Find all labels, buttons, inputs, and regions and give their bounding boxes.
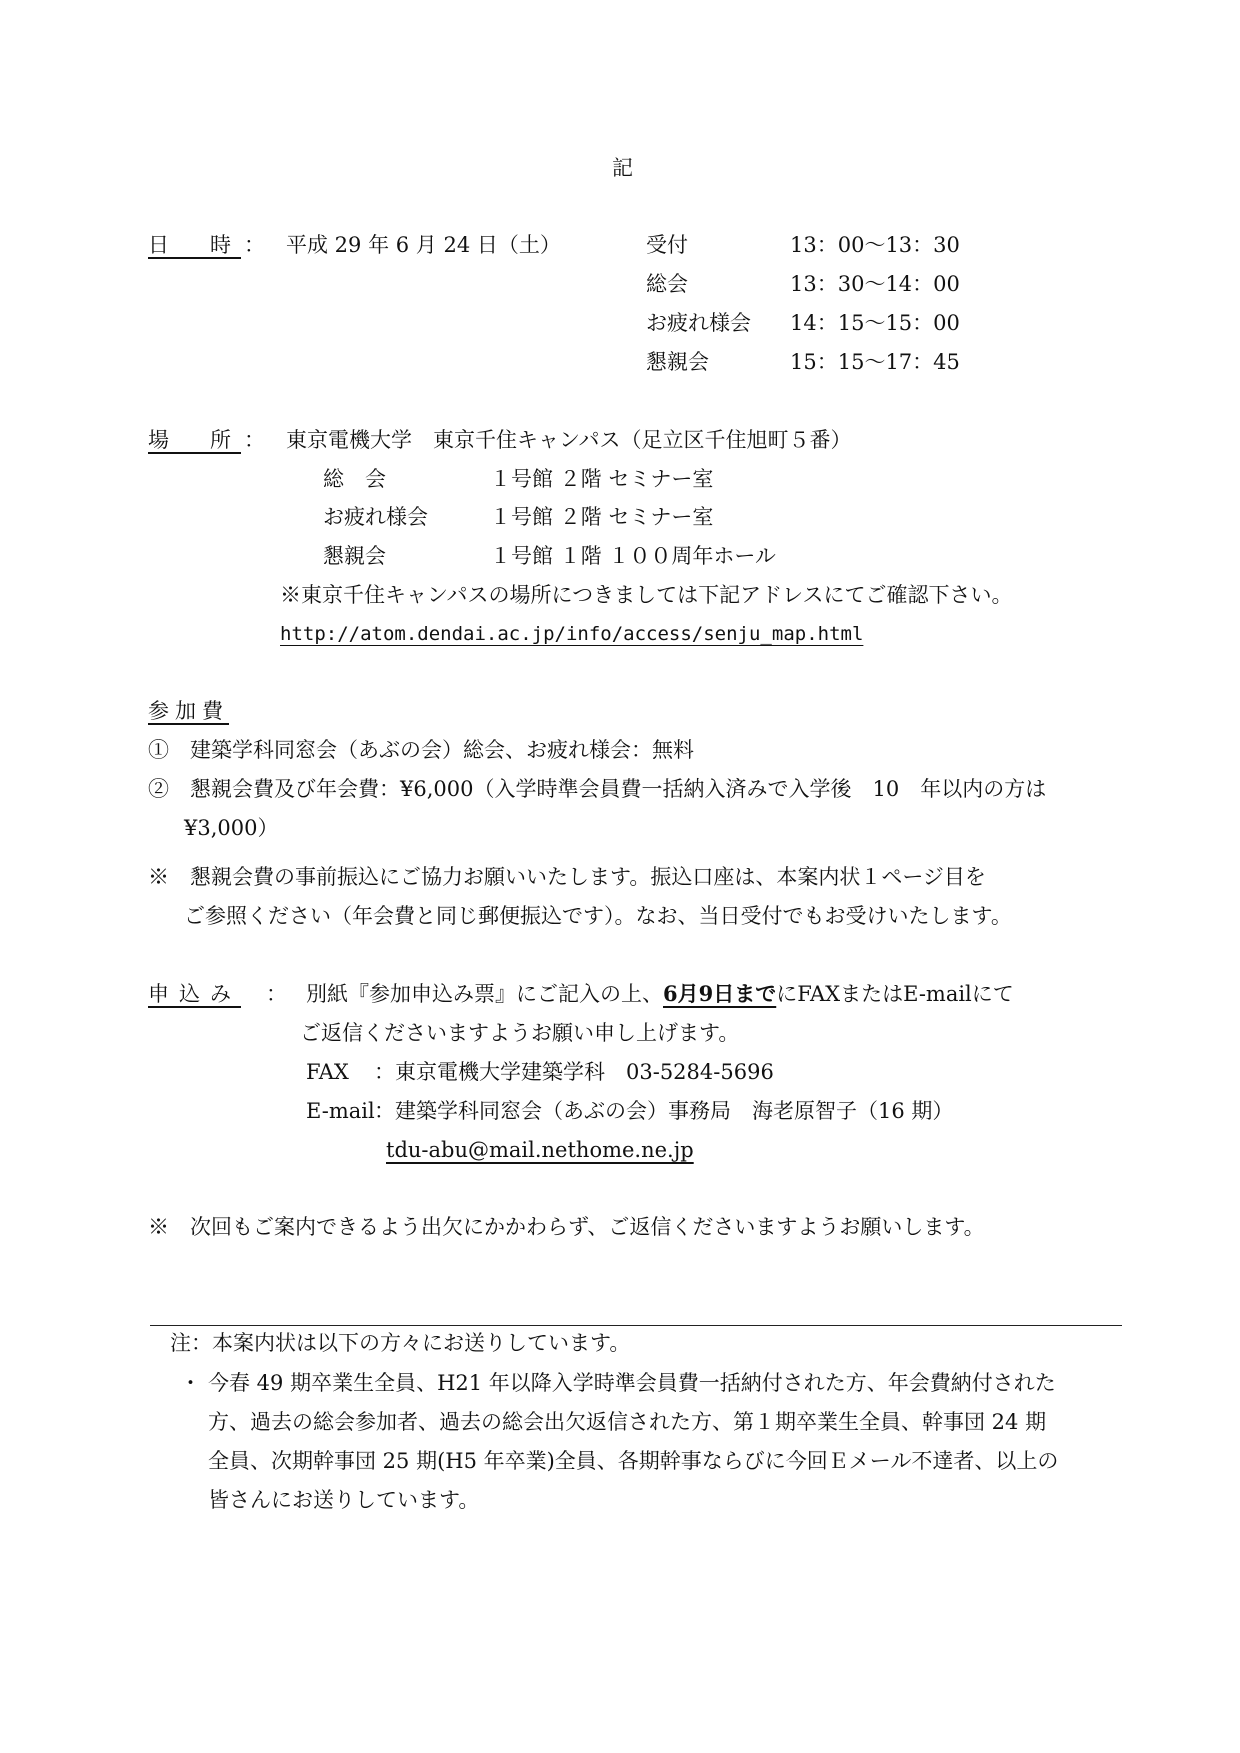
apply-instruction [306, 981, 1014, 1007]
schedule-name: お疲れ様会 [646, 311, 751, 335]
venue-note: ※東京千住キャンパスの場所につきましては下記アドレスにてご確認下さい。 [280, 583, 1013, 607]
fee-note-continued: ご参照ください（年会費と同じ郵便振込です）。なお、当日受付でもお受けいたします。 [184, 904, 1012, 928]
fax-value: ：東京電機大学建築学科 03-5284-5696 [374, 1060, 774, 1084]
email-label: E-mail [306, 1099, 375, 1123]
footer-line: 皆さんにお送りしています。 [208, 1488, 480, 1512]
apply-instruction-post: にFAXまたはE-mailにて [776, 982, 1014, 1006]
email-value: ：建築学科同窓会（あぶの会）事務局 海老原智子（16 期） [374, 1099, 954, 1123]
reply-note: ※ 次回もご案内できるよう出欠にかかわらず、ご返信くださいますようお願いします。 [148, 1215, 985, 1239]
venue-colon: ： [244, 428, 265, 452]
room-place: １号館 １階 １００周年ホール [490, 544, 776, 568]
footer-line: 今春 49 期卒業生全員、H21 年以降入学時準会員費一括納付された方、年会費納付された [208, 1371, 1056, 1395]
schedule-name: 懇親会 [646, 350, 709, 374]
fee-label: 参加費 [148, 699, 229, 723]
room-name: お疲れ様会 [323, 505, 428, 529]
fee-item-1: ① 建築学科同窓会（あぶの会）総会、お疲れ様会：無料 [148, 738, 694, 762]
schedule-time: 14：15〜15：00 [790, 311, 960, 335]
room-name: 懇親会 [323, 544, 386, 568]
event-date: 平成 29 年 6 月 24 日（土） [286, 233, 561, 257]
room-place: １号館 ２階 セミナー室 [490, 467, 714, 491]
room-name: 総 会 [323, 467, 386, 491]
fee-item-2: ② 懇親会費及び年会費：¥6,000（入学時準会員費一括納入済みで入学後 10 年以内の方は [148, 777, 1047, 801]
venue-label: 場 所 [148, 428, 241, 452]
footer-bullet: ・ [180, 1371, 201, 1395]
schedule-time: 13：00〜13：30 [790, 233, 960, 257]
datetime-colon: ： [244, 233, 265, 257]
footer-title: 注：本案内状は以下の方々にお送りしています。 [170, 1331, 631, 1355]
footer-divider [150, 1325, 1122, 1326]
email-address-link[interactable]: tdu-abu@mail.nethome.ne.jp [386, 1138, 694, 1162]
apply-deadline: 6月9日まで [663, 981, 777, 1006]
schedule-time: 15：15〜17：45 [790, 350, 960, 374]
fax-label: FAX [306, 1060, 349, 1084]
fee-note: ※ 懇親会費の事前振込にご協力お願いいたします。振込口座は、本案内状１ページ目を [148, 865, 986, 889]
datetime-label: 日 時 [148, 233, 241, 257]
footer-line: 方、過去の総会参加者、過去の総会出欠返信された方、第１期卒業生全員、幹事団 24 期 [208, 1410, 1047, 1434]
room-place: １号館 ２階 セミナー室 [490, 505, 714, 529]
apply-request: ご返信くださいますようお願い申し上げます。 [300, 1021, 740, 1045]
schedule-name: 総会 [646, 272, 688, 296]
apply-label: 申込み [148, 982, 241, 1006]
campus-map-link[interactable]: http://atom.dendai.ac.jp/info/access/senju_map.html [280, 623, 864, 645]
fee-item-2-continued: ¥3,000） [184, 816, 279, 840]
schedule-name: 受付 [646, 233, 688, 257]
apply-instruction-pre: 別紙『参加申込み票』にご記入の上、 [306, 982, 663, 1006]
footer-line: 全員、次期幹事団 25 期(H5 年卒業)全員、各期幹事ならびに今回Ｅメール不達者、以上の [208, 1449, 1059, 1473]
apply-colon: ： [266, 982, 287, 1006]
page-heading: 記 [612, 156, 633, 180]
schedule-time: 13：30〜14：00 [790, 272, 960, 296]
venue-main: 東京電機大学 東京千住キャンパス（足立区千住旭町５番） [286, 428, 852, 452]
